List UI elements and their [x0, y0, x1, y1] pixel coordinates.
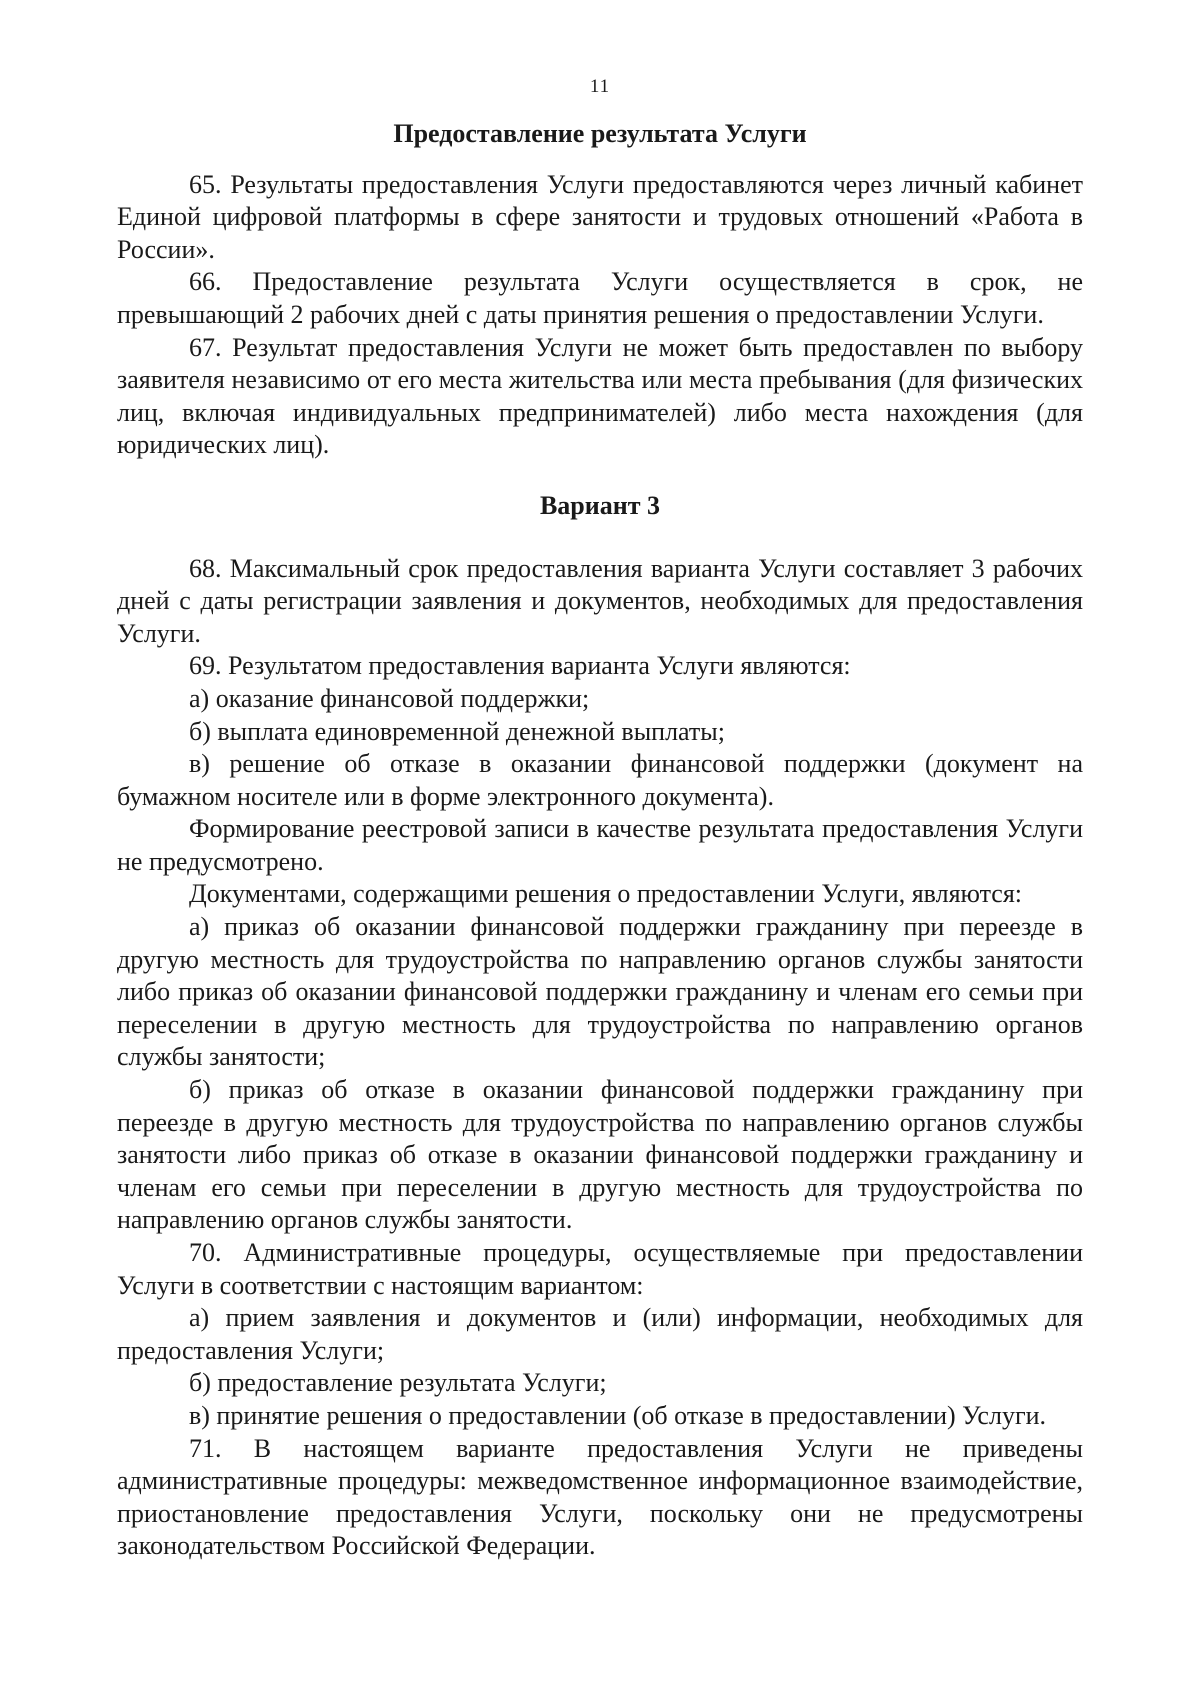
page-number: 11 [589, 76, 611, 97]
document-body [117, 118, 1083, 1563]
paragraph-70: 70. Административные процедуры, осуществляемые при предоставлении Услуги в соответствии с настоящим вариантом: [117, 1238, 1083, 1300]
paragraph-70-b: б) предоставление результата Услуги; [189, 1368, 607, 1398]
paragraph-70-v: в) принятие решения о предоставлении (об отказе в предоставлении) Услуги. [189, 1400, 1047, 1430]
paragraph-registry-record: Формирование реестровой записи в качестве результата предоставления Услуги не предусмотрено. [117, 814, 1083, 876]
paragraph-67: 67. Результат предоставления Услуги не может быть предоставлен по выбору заявителя независимо от его места жительства или места пребывания (для физических лиц, включая индивидуальных предпринимателей) либо места нахождения (для юридических лиц). [117, 332, 1083, 460]
paragraph-71: 71. В настоящем варианте предоставления Услуги не приведены административные процедуры: межведомственное информационное взаимодействие, приостановление предоставления Услуги, поскольку они не предусмотрены законодательством Российской Федерации. [117, 1433, 1083, 1561]
paragraph-68: 68. Максимальный срок предоставления варианта Услуги составляет 3 рабочих дней с даты регистрации заявления и документов, необходимых для предоставления Услуги. [117, 553, 1083, 648]
paragraph-decision-a: а) приказ об оказании финансовой поддержки гражданину при переезде в другую местность для трудоустройства по направлению органов службы занятости либо приказ об оказании финансовой поддержки гражданину и членам его семьи при переселении в другую местность для трудоустройства по направлению органов службы занятости; [117, 912, 1083, 1072]
paragraph-69-a: а) оказание финансовой поддержки; [189, 683, 590, 713]
paragraph-decision-documents: Документами, содержащими решения о предоставлении Услуги, являются: [189, 879, 1023, 909]
paragraph-69: 69. Результатом предоставления варианта Услуги являются: [189, 651, 851, 681]
paragraph-65: 65. Результаты предоставления Услуги предоставляются через личный кабинет Единой цифровой платформы в сфере занятости и трудовых отношений «Работа в России». [117, 169, 1083, 264]
paragraph-70-a: а) прием заявления и документов и (или) информации, необходимых для предоставления Услуги; [117, 1303, 1083, 1365]
section-heading-result: Предоставление результата Услуги [393, 119, 807, 148]
paragraph-69-b: б) выплата единовременной денежной выплаты; [189, 716, 725, 746]
paragraph-69-v: в) решение об отказе в оказании финансовой поддержки (документ на бумажном носителе или в форме электронного документа). [117, 749, 1083, 811]
paragraph-66: 66. Предоставление результата Услуги осуществляется в срок, не превышающий 2 рабочих дней с даты принятия решения о предоставлении Услуги. [117, 267, 1083, 329]
paragraph-decision-b: б) приказ об отказе в оказании финансовой поддержки гражданину при переезде в другую местность для трудоустройства по направлению органов службы занятости либо приказ об отказе в оказании финансовой поддержки гражданину и членам его семьи при переселении в другую местность для трудоустройства по направлению органов службы занятости. [117, 1075, 1083, 1235]
section-heading-variant-3: Вариант 3 [539, 490, 661, 520]
